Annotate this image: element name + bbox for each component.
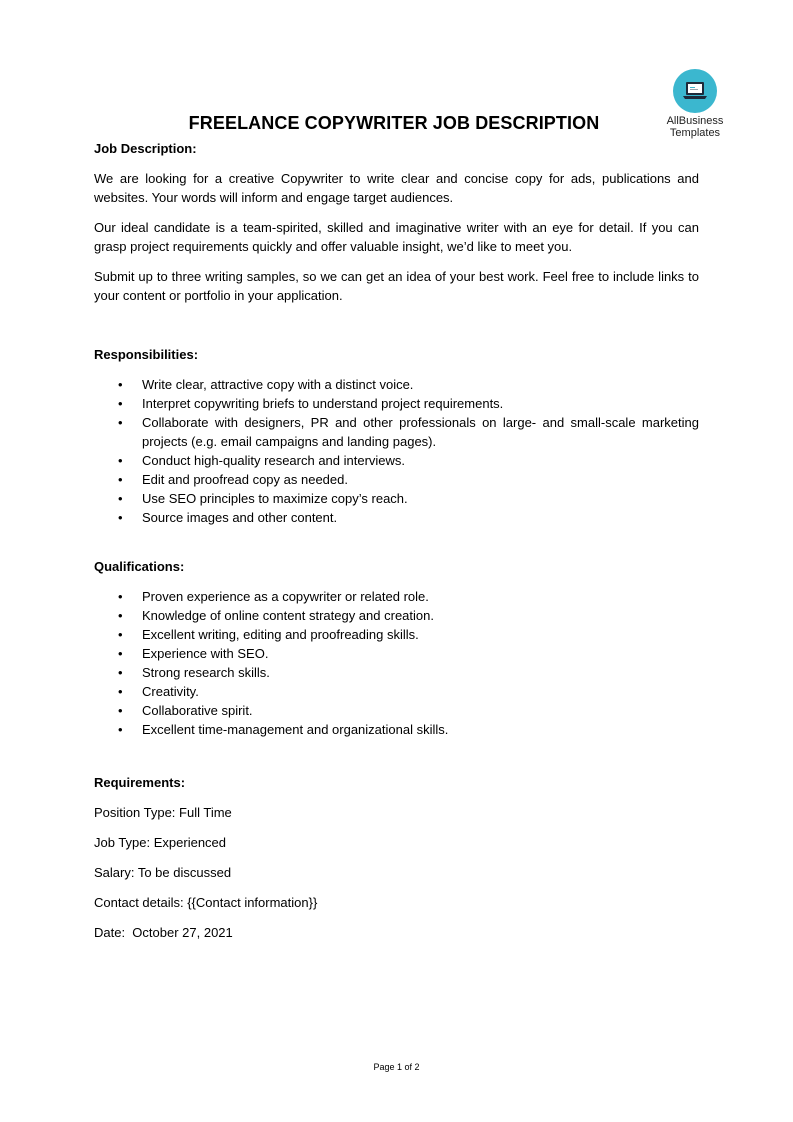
list-item-text: Knowledge of online content strategy and creation. bbox=[142, 608, 434, 623]
list-item-text: Excellent time-management and organizational skills. bbox=[142, 722, 449, 737]
job-description-paragraph-3: Submit up to three writing samples, so we can get an idea of your best work. Feel free to include links to your content or portfolio in your application. bbox=[94, 269, 699, 303]
list-item bbox=[94, 682, 699, 701]
job-description-heading: Job Description: bbox=[94, 141, 197, 156]
job-description-paragraph-1: We are looking for a creative Copywriter to write clear and concise copy for ads, publications and websites. Your words will inform and engage target audiences. bbox=[94, 171, 699, 205]
bullet: • bbox=[118, 722, 123, 737]
logo-line-2: Templates bbox=[669, 127, 721, 139]
list-item-text: Strong research skills. bbox=[142, 665, 270, 680]
list-item bbox=[94, 394, 699, 413]
list-item bbox=[94, 587, 699, 606]
list-item bbox=[94, 508, 699, 527]
qualifications-list bbox=[94, 587, 699, 739]
bullet: • bbox=[118, 453, 123, 468]
list-item bbox=[94, 644, 699, 663]
list-item-text: Conduct high-quality research and interviews. bbox=[142, 453, 406, 468]
bullet: • bbox=[118, 491, 123, 506]
bullet: • bbox=[118, 646, 123, 661]
requirements-heading: Requirements: bbox=[94, 775, 186, 790]
bullet: • bbox=[118, 377, 123, 392]
laptop-icon bbox=[673, 69, 717, 113]
list-item-text: Use SEO principles to maximize copy’s reach. bbox=[142, 491, 408, 506]
document-body bbox=[94, 139, 699, 942]
requirement-date: Date: October 27, 2021 bbox=[94, 925, 233, 940]
page-number: Page 1 of 2 bbox=[373, 1062, 420, 1072]
bullet: • bbox=[118, 415, 123, 430]
bullet: • bbox=[118, 627, 123, 642]
list-item bbox=[94, 451, 699, 470]
bullet: • bbox=[118, 608, 123, 623]
responsibilities-list bbox=[94, 375, 699, 527]
list-item-text: Write clear, attractive copy with a distinct voice. bbox=[142, 377, 414, 392]
responsibilities-heading: Responsibilities: bbox=[94, 347, 199, 362]
logo-line-1: AllBusiness bbox=[666, 115, 724, 127]
list-item-text: Interpret copywriting briefs to understand project requirements. bbox=[142, 396, 504, 411]
list-item bbox=[94, 720, 699, 739]
qualifications-heading: Qualifications: bbox=[94, 559, 185, 574]
list-item bbox=[94, 375, 699, 394]
list-item-text: Edit and proofread copy as needed. bbox=[142, 472, 348, 487]
bullet: • bbox=[118, 589, 123, 604]
list-item-text: Excellent writing, editing and proofreading skills. bbox=[142, 627, 419, 642]
list-item bbox=[94, 701, 699, 720]
list-item bbox=[94, 663, 699, 682]
requirement-position-type: Position Type: Full Time bbox=[94, 805, 232, 820]
list-item-text: Experience with SEO. bbox=[142, 646, 269, 661]
bullet: • bbox=[118, 510, 123, 525]
list-item bbox=[94, 489, 699, 508]
list-item bbox=[94, 606, 699, 625]
list-item-text: Collaborate with designers, PR and other professionals on large- and small-scale marketing projects (e.g. email campaigns and landing pages). bbox=[142, 415, 699, 449]
requirement-job-type: Job Type: Experienced bbox=[94, 835, 227, 850]
bullet: • bbox=[118, 703, 123, 718]
bullet: • bbox=[118, 396, 123, 411]
bullet: • bbox=[118, 472, 123, 487]
job-description-paragraph-2: Our ideal candidate is a team-spirited, skilled and imaginative writer with an eye for detail. If you can grasp project requirements quickly and offer valuable insight, we’d like to meet you. bbox=[94, 220, 699, 254]
bullet: • bbox=[118, 684, 123, 699]
list-item bbox=[94, 413, 699, 451]
list-item bbox=[94, 625, 699, 644]
requirement-salary: Salary: To be discussed bbox=[94, 865, 232, 880]
requirement-contact-details: Contact details: {{Contact information}} bbox=[94, 895, 318, 910]
list-item-text: Proven experience as a copywriter or related role. bbox=[142, 589, 429, 604]
list-item bbox=[94, 470, 699, 489]
bullet: • bbox=[118, 665, 123, 680]
list-item-text: Collaborative spirit. bbox=[142, 703, 253, 718]
list-item-text: Source images and other content. bbox=[142, 510, 338, 525]
list-item-text: Creativity. bbox=[142, 684, 199, 699]
document-title: FREELANCE COPYWRITER JOB DESCRIPTION bbox=[188, 113, 600, 133]
